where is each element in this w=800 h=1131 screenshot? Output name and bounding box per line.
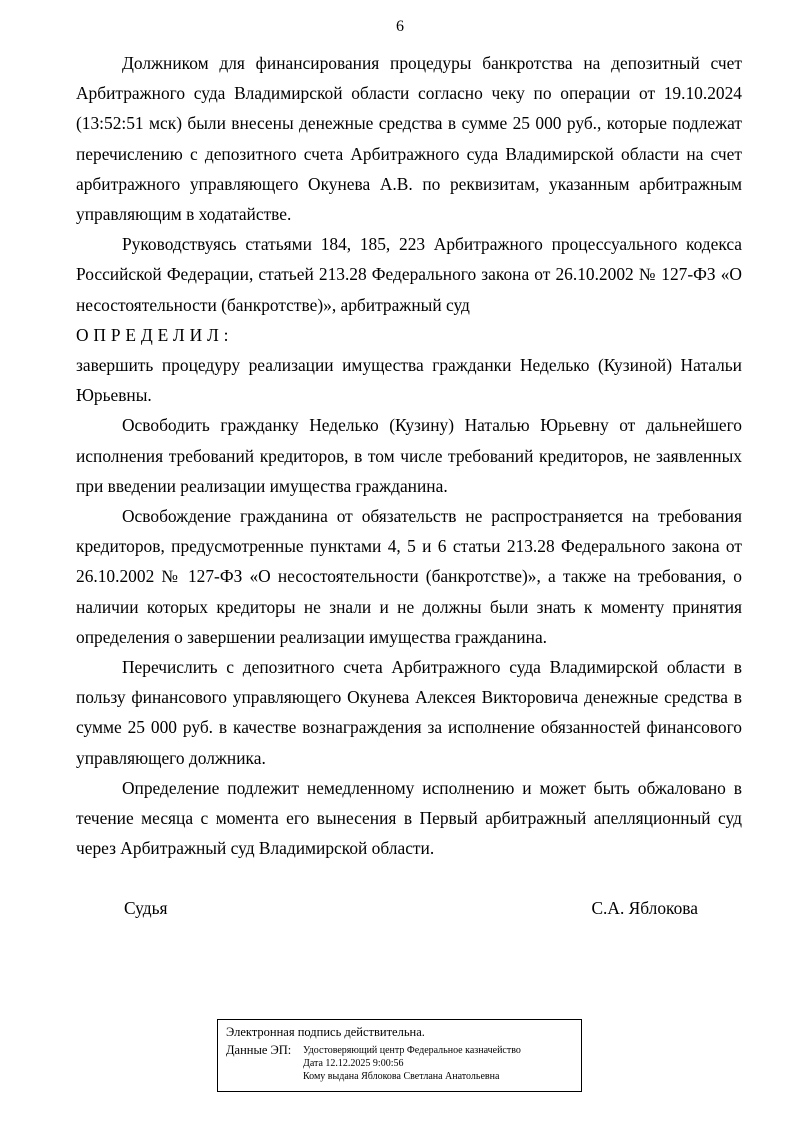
judge-role: Судья	[124, 898, 168, 918]
resolution-appeal: Определение подлежит немедленному исполнению и может быть обжаловано в течение месяца с момента его вынесения в Первый арбитражный апелляционный суд через Арбитражный суд Владимирской области.	[76, 777, 742, 859]
esig-details	[303, 1044, 521, 1083]
paragraph-deposit: Должником для финансирования процедуры банкротства на депозитный счет Арбитражного суда Владимирской области согласно чеку по операции от 19.10.2024 (13:52:51 мск) были внесены денежные средства в сумме 25 000 руб., которые подлежат перечислению с депозитного счета Арбитражного суда Владимирской области на счет арбитражного управляющего Окунева А.В. по реквизитам, указанным арбитражным управляющим в ходатайстве.	[76, 53, 742, 225]
esig-title: Электронная подпись действительна.	[226, 1025, 425, 1039]
esig-date: Дата 12.12.2025 9:00:56	[303, 1058, 404, 1069]
electronic-signature-stamp	[217, 1019, 582, 1092]
decision-heading: ОПРЕДЕЛИЛ:	[76, 324, 234, 345]
esig-label: Данные ЭП:	[226, 1043, 292, 1057]
document-body	[76, 48, 742, 863]
esig-certificate-center: Удостоверяющий центр Федеральное казначейство	[303, 1045, 521, 1056]
signature-block	[124, 895, 698, 921]
resolution-release-debtor: Освободить гражданку Неделько (Кузину) Наталью Юрьевну от дальнейшего исполнения требований кредиторов, в том числе требований кредиторов, не заявленных при введении реализации имущества гражданина.	[76, 415, 742, 496]
page-number: 6	[396, 18, 404, 35]
resolution-complete-procedure: завершить процедуру реализации имущества гражданки Неделько (Кузиной) Натальи Юрьевны.	[76, 355, 742, 406]
resolution-exceptions: Освобождение гражданина от обязательств не распространяется на требования кредиторов, предусмотренные пунктами 4, 5 и 6 статьи 213.28 Федерального закона от 26.10.2002 № 127-ФЗ «О несостоятельности (банкротстве)», а также на требования, о наличии которых кредиторы не знали и не должны были знать к моменту принятия определения о завершении реализации имущества гражданина.	[76, 506, 742, 647]
resolution-transfer-funds: Перечислить с депозитного счета Арбитражного суда Владимирской области в пользу финансового управляющего Окунева Алексея Викторовича денежные средства в сумме 25 000 руб. в качестве вознаграждения за исполнение обязанностей финансового управляющего должника.	[76, 657, 742, 768]
esig-issued-to: Кому выдана Яблокова Светлана Анатольевна	[303, 1071, 500, 1082]
paragraph-legal-basis: Руководствуясь статьями 184, 185, 223 Арбитражного процессуального кодекса Российской Федерации, статьей 213.28 Федерального закона от 26.10.2002 № 127-ФЗ «О несостоятельности (банкротстве)», арбитражный суд	[76, 234, 742, 315]
esig-data-row	[226, 1044, 573, 1083]
judge-name: С.А. Яблокова	[591, 898, 698, 918]
